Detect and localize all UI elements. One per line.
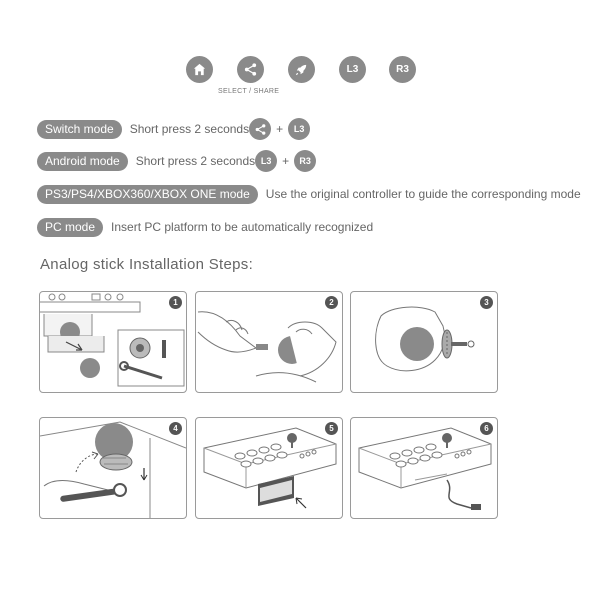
home-icon [192,62,207,77]
step-6-illustration [351,418,497,518]
step-panel-2 [195,291,343,393]
r3-button[interactable] [389,56,416,83]
mode-pill[interactable]: PC mode [37,218,103,237]
step-panel-3 [350,291,498,393]
step-number-badge: 5 [325,422,338,435]
mode-instruction: Short press 2 seconds [129,122,250,136]
mode-instruction: Insert PC platform to be automatically recognized [111,220,374,234]
share-button [249,118,271,140]
mode-pill[interactable]: Android mode [37,152,128,171]
r3-label: R3 [299,156,311,166]
steps-title: Analog stick Installation Steps: [40,256,254,273]
step-panel-1 [39,291,187,393]
mode-row-switch [37,118,310,140]
rocket-icon [294,62,309,77]
mode-instruction: Use the original controller to guide the corresponding mode [265,187,581,201]
mode-row-pc [37,216,373,238]
mode-row-console [37,183,581,205]
step-panel-6 [350,417,498,519]
step-number-badge: 1 [169,296,182,309]
select-share-caption: SELECT / SHARE [218,88,280,95]
step-5-illustration [196,418,342,518]
step-number-badge: 3 [480,296,493,309]
step-4-illustration [40,418,186,518]
l3-label: L3 [293,124,305,134]
function-button-row [186,56,416,86]
l3-label: L3 [346,64,359,75]
mode-pill[interactable]: Switch mode [37,120,122,139]
r3-button [294,150,316,172]
step-number-badge: 6 [480,422,493,435]
l3-button [255,150,277,172]
step-number-badge: 4 [169,422,182,435]
mode-row-android [37,150,316,172]
step-number-badge: 2 [325,296,338,309]
mode-pill[interactable]: PS3/PS4/XBOX360/XBOX ONE mode [37,185,258,204]
share-icon [254,123,267,136]
step-panel-5 [195,417,343,519]
share-button[interactable] [237,56,264,83]
l3-button [288,118,310,140]
mode-instruction: Short press 2 seconds [135,154,256,168]
step-2-illustration [196,292,342,392]
l3-button[interactable] [339,56,366,83]
step-3-illustration [351,292,497,392]
home-button[interactable] [186,56,213,83]
share-icon [243,62,258,77]
turbo-button[interactable] [288,56,315,83]
plus-sign: + [282,154,290,168]
l3-label: L3 [260,156,272,166]
r3-label: R3 [396,64,409,75]
step-1-illustration [40,292,186,392]
step-panel-4 [39,417,187,519]
plus-sign: + [276,122,284,136]
